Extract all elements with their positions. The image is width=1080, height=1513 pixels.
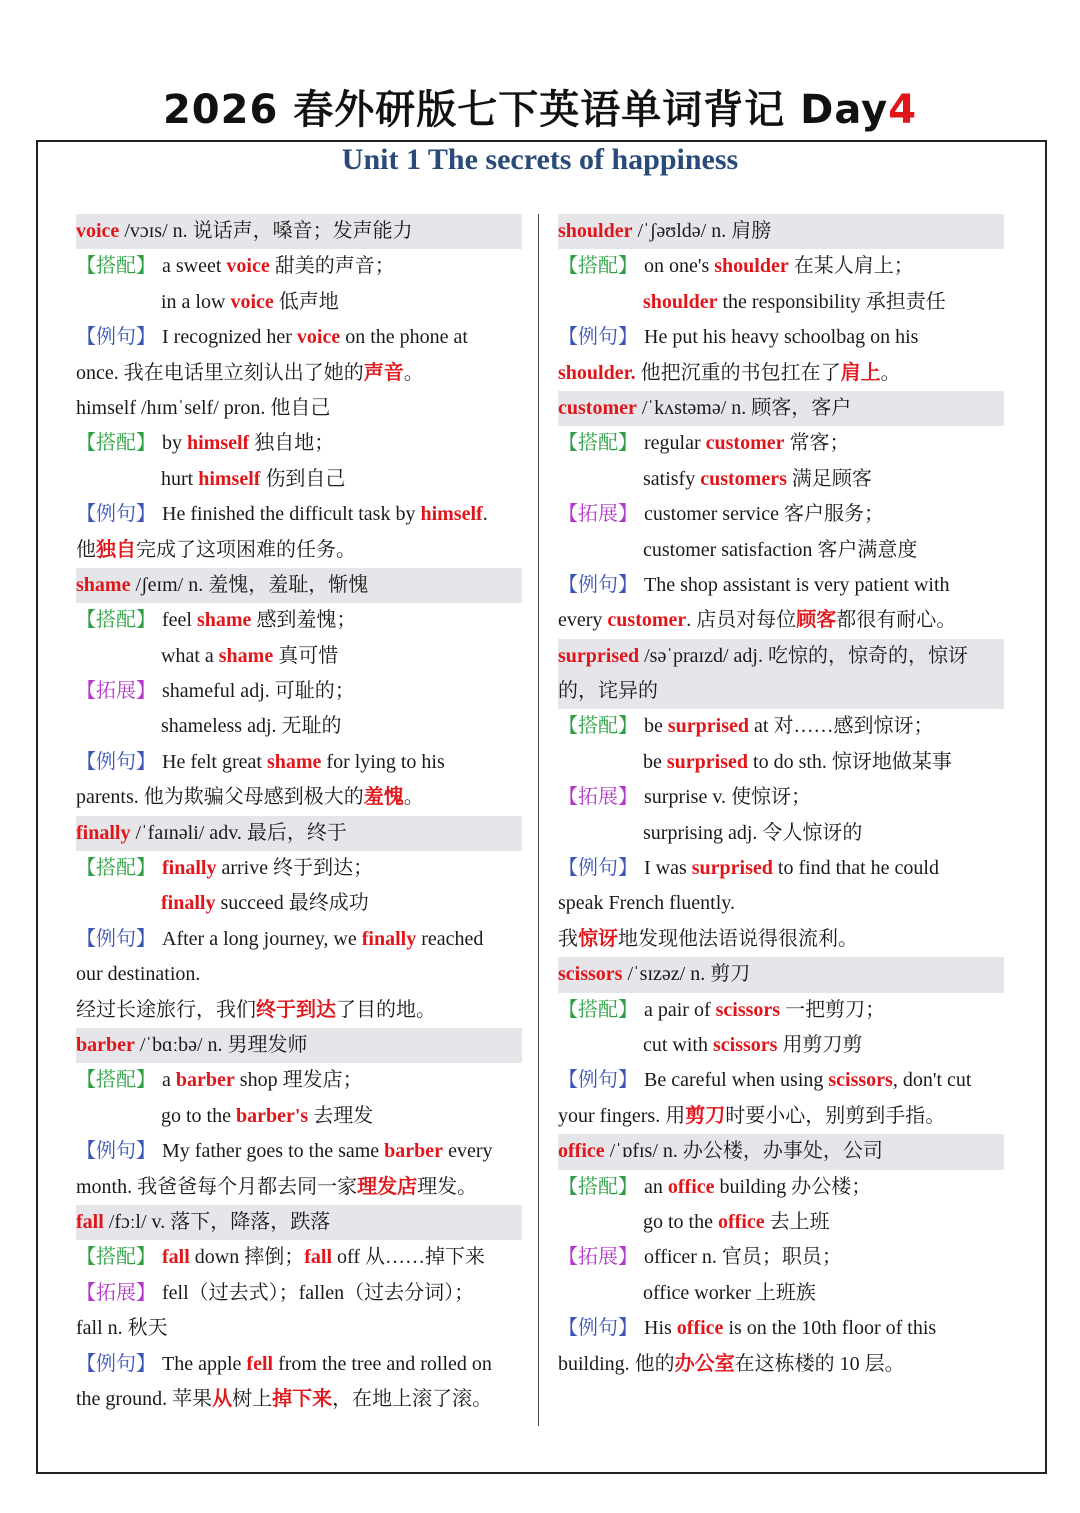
match-tag: 【搭配】 <box>558 998 638 1021</box>
entry-line <box>76 356 522 391</box>
text-segment: the responsibility 承担责任 <box>717 290 946 313</box>
text-segment: The apple <box>162 1352 247 1375</box>
entry-match-line <box>76 851 522 886</box>
text-segment: I recognized her <box>162 326 297 349</box>
match-tag: 【搭配】 <box>76 609 156 632</box>
highlighted-word: office <box>718 1210 765 1233</box>
highlighted-word: shame <box>196 609 252 632</box>
match-tag: 【搭配】 <box>558 1175 638 1198</box>
highlighted-word: shame <box>218 644 274 667</box>
text-segment: feel <box>162 609 197 632</box>
text-segment: 一把剪刀； <box>780 998 886 1021</box>
entry-line <box>76 285 522 320</box>
text-segment: building. 他的 <box>558 1352 675 1375</box>
right-column <box>558 214 1004 1382</box>
entry-example-line <box>558 1063 1004 1098</box>
text-segment: 。 <box>403 786 424 809</box>
match-tag: 【搭配】 <box>76 1246 156 1269</box>
extend-tag: 【拓展】 <box>558 1246 638 1269</box>
highlighted-word: finally <box>76 821 131 844</box>
text-segment: surprising adj. 令人惊讶的 <box>643 821 863 844</box>
text-segment: regular <box>644 432 706 455</box>
text-segment: 常客； <box>784 432 850 455</box>
highlighted-word: voice <box>226 255 270 278</box>
entry-match-line <box>558 709 1004 744</box>
text-segment: 时要小心，别剪到手指。 <box>725 1104 946 1127</box>
text-segment: fall n. 秋天 <box>76 1317 168 1340</box>
text-segment: He finished the difficult task by <box>162 503 421 526</box>
text-segment: succeed 最终成功 <box>215 892 369 915</box>
text-segment: 经过长途旅行，我们 <box>76 998 256 1021</box>
entry-line <box>558 1276 1004 1311</box>
entry-line <box>76 957 522 992</box>
text-segment: in a low <box>161 290 231 313</box>
text-segment: 的，诧异的 <box>558 680 658 703</box>
extend-tag: 【拓展】 <box>558 503 638 526</box>
entry-match-line <box>558 993 1004 1028</box>
text-segment: /ˈsɪzəz/ n. 剪刀 <box>622 963 751 986</box>
entry-match-line <box>558 1170 1004 1205</box>
entry-line <box>76 1170 522 1205</box>
text-segment: 低声地 <box>273 290 339 313</box>
text-segment: shameless adj. 无耻的 <box>161 715 342 738</box>
text-segment: customer service 客户服务； <box>644 503 884 526</box>
text-segment: an <box>644 1175 668 1198</box>
highlighted-word: himself <box>187 432 250 455</box>
example-tag: 【例句】 <box>558 1069 638 1092</box>
highlighted-word: 掉下来 <box>272 1387 333 1410</box>
entry-match-line <box>76 249 522 284</box>
text-segment: 他把沉重的书包扛在了 <box>635 361 841 384</box>
entry-line <box>76 1311 522 1346</box>
highlighted-word: surprised <box>666 750 749 773</box>
example-tag: 【例句】 <box>76 1140 156 1163</box>
highlighted-word: customer <box>607 609 687 632</box>
text-segment: The shop assistant is very patient with <box>644 573 950 596</box>
highlighted-word: shame <box>76 573 131 596</box>
example-tag: 【例句】 <box>558 857 638 880</box>
text-segment: every <box>558 609 608 632</box>
highlighted-word: barber <box>384 1140 444 1163</box>
text-segment: surprise v. 使惊讶； <box>644 786 812 809</box>
entry-headword-line <box>558 391 1004 426</box>
entry-line <box>76 533 522 568</box>
entry-headword-line <box>76 1028 522 1063</box>
text-segment: by <box>162 432 187 455</box>
highlighted-word: customer <box>705 432 785 455</box>
text-segment: 树上 <box>232 1387 273 1410</box>
highlighted-word: 顾客 <box>796 609 837 632</box>
entry-line <box>558 356 1004 391</box>
entry-example-line <box>76 922 522 957</box>
text-segment: /ˈɒfɪs/ n. 办公楼，办事处，公司 <box>604 1140 883 1163</box>
text-segment: your fingers. 用 <box>558 1104 686 1127</box>
highlighted-word: 从 <box>212 1387 233 1410</box>
text-segment: building 办公楼； <box>714 1175 872 1198</box>
highlighted-word: voice <box>230 290 274 313</box>
text-segment: He felt great <box>162 750 267 773</box>
text-segment: officer n. 官员；职员； <box>644 1246 842 1269</box>
text-segment: go to the <box>643 1210 718 1233</box>
unit-heading: Unit 1 The secrets of happiness <box>341 143 739 176</box>
match-tag: 【搭配】 <box>558 432 638 455</box>
entry-headword-line <box>76 568 522 603</box>
entry-headword-line <box>558 1134 1004 1169</box>
highlighted-word: 声音 <box>363 361 404 384</box>
highlighted-word: 惊讶 <box>578 927 618 950</box>
example-tag: 【例句】 <box>76 1352 156 1375</box>
highlighted-word: office <box>667 1175 715 1198</box>
text-segment: down 摔倒； <box>189 1246 305 1269</box>
text-segment: 理发。 <box>417 1175 478 1198</box>
text-segment: himself /hɪmˈself/ pron. 他自己 <box>76 396 331 419</box>
column-divider <box>538 214 539 1426</box>
match-tag: 【搭配】 <box>76 1069 156 1092</box>
title-main: 2026 春外研版七下英语单词背记 Day <box>162 87 889 133</box>
text-segment: My father goes to the same <box>162 1140 385 1163</box>
text-segment: a sweet <box>162 255 227 278</box>
entry-line <box>76 1382 522 1417</box>
text-segment: our destination. <box>76 963 201 986</box>
highlighted-word: 理发店 <box>357 1175 418 1198</box>
highlighted-word: fall <box>304 1246 333 1269</box>
text-segment: shameful adj. 可耻的； <box>162 680 355 703</box>
text-segment: After a long journey, we <box>162 927 362 950</box>
text-segment: , don't cut <box>892 1069 972 1092</box>
text-segment: is on the 10th floor of this <box>723 1317 937 1340</box>
highlighted-word: shoulder. <box>558 361 636 384</box>
text-segment: /səˈpraɪzd/ adj. 吃惊的，惊奇的，惊讶 <box>639 644 968 667</box>
text-segment: 地发现他法语说得很流利。 <box>618 927 858 950</box>
example-tag: 【例句】 <box>558 1317 638 1340</box>
text-segment: /vɔɪs/ n. 说话声，嗓音；发声能力 <box>119 220 413 242</box>
highlighted-word: office <box>676 1317 724 1340</box>
example-tag: 【例句】 <box>76 750 156 773</box>
entry-headword-line <box>76 816 522 851</box>
text-segment: 都很有耐心。 <box>836 609 957 632</box>
entry-example-line <box>76 1134 522 1169</box>
text-segment: month. 我爸爸每个月都去同一家 <box>76 1175 358 1198</box>
text-segment: what a <box>161 644 219 667</box>
extend-tag: 【拓展】 <box>76 680 156 703</box>
text-segment: 。 <box>880 361 901 384</box>
highlighted-word: scissors <box>715 998 781 1021</box>
highlighted-word: fell <box>246 1352 274 1375</box>
text-segment: 了目的地。 <box>336 998 436 1021</box>
text-segment: fell（过去式）；fallen（过去分词）； <box>162 1281 475 1304</box>
highlighted-word: surprised <box>691 857 773 880</box>
text-segment: off 从……掉下来 <box>332 1246 485 1269</box>
text-segment: arrive 终于到达； <box>216 857 374 880</box>
highlighted-word: shoulder <box>558 220 633 242</box>
highlighted-word: shoulder <box>643 290 718 313</box>
text-segment: 。 <box>403 361 424 384</box>
text-segment: 真可惜 <box>273 644 339 667</box>
entry-line <box>558 745 1004 780</box>
extend-tag: 【拓展】 <box>558 786 638 809</box>
example-tag: 【例句】 <box>558 573 638 596</box>
text-segment: to find that he could <box>772 857 939 880</box>
text-segment: 在这栋楼的 10 层。 <box>734 1352 905 1375</box>
text-segment: speak French fluently. <box>558 892 735 915</box>
text-segment: 用剪刀剪 <box>777 1033 863 1056</box>
text-segment: He put his heavy schoolbag on his <box>644 326 919 349</box>
entry-headword-line <box>558 639 1004 674</box>
text-segment: shop 理发店； <box>234 1069 363 1092</box>
text-segment: cut with <box>643 1033 713 1056</box>
highlighted-word: surprised <box>558 644 640 667</box>
text-segment: go to the <box>161 1104 236 1127</box>
entry-line <box>76 780 522 815</box>
entry-match-line <box>76 1063 522 1098</box>
highlighted-word: voice <box>296 326 341 349</box>
highlighted-word: scissors <box>713 1033 778 1056</box>
text-segment: /ˈfaɪnəli/ adv. 最后，终于 <box>130 821 347 844</box>
highlighted-word: barber's <box>236 1104 309 1127</box>
entry-line <box>558 603 1004 638</box>
highlighted-word: voice <box>76 220 120 242</box>
text-segment: /fɔːl/ v. 落下，降落，跌落 <box>103 1210 331 1233</box>
entry-headword-line <box>76 1205 522 1240</box>
text-segment: the ground. 苹果 <box>76 1387 213 1410</box>
highlighted-word: 肩上 <box>840 361 881 384</box>
entry-extend-line <box>558 780 1004 815</box>
entry-match-line <box>76 603 522 638</box>
highlighted-word: 办公室 <box>674 1352 735 1375</box>
entry-example-line <box>558 851 1004 886</box>
match-tag: 【搭配】 <box>76 432 156 455</box>
entry-line <box>76 993 522 1028</box>
entry-line <box>76 391 522 426</box>
text-segment: office worker 上班族 <box>643 1281 816 1304</box>
entry-extend-line <box>76 1276 522 1311</box>
text-segment: 伤到自己 <box>260 467 346 490</box>
entry-line <box>558 285 1004 320</box>
entry-line <box>76 639 522 674</box>
text-segment: hurt <box>161 467 199 490</box>
text-segment: /ˈbɑːbə/ n. 男理发师 <box>134 1033 308 1056</box>
text-segment: 在某人肩上； <box>788 255 914 278</box>
entry-example-line <box>76 1347 522 1382</box>
highlighted-word: scissors <box>828 1069 893 1092</box>
entry-example-line <box>76 320 522 355</box>
entry-line <box>558 922 1004 957</box>
example-tag: 【例句】 <box>76 927 156 950</box>
text-segment: /ʃeɪm/ n. 羞愧，羞耻，惭愧 <box>130 573 369 596</box>
text-segment: 甜美的声音； <box>269 255 395 278</box>
text-segment: /ˈkʌstəmə/ n. 顾客，客户 <box>636 396 852 419</box>
highlighted-word: finally <box>161 892 216 915</box>
highlighted-word: shame <box>266 750 322 773</box>
text-segment: 独自地； <box>249 432 335 455</box>
entry-headword-line <box>558 214 1004 249</box>
entry-headword-line <box>76 214 522 249</box>
entry-example-line <box>76 497 522 532</box>
text-segment: His <box>644 1317 677 1340</box>
highlighted-word: customer <box>558 396 637 419</box>
match-tag: 【搭配】 <box>76 255 156 278</box>
entry-headword-line <box>558 957 1004 992</box>
entry-line <box>76 462 522 497</box>
entry-line <box>558 1205 1004 1240</box>
text-segment: at 对……感到惊讶； <box>749 715 934 738</box>
text-segment: 去上班 <box>764 1210 830 1233</box>
text-segment: for lying to his <box>321 750 445 773</box>
entry-extend-line <box>558 1240 1004 1275</box>
extend-tag: 【拓展】 <box>76 1281 156 1304</box>
match-tag: 【搭配】 <box>558 255 638 278</box>
entry-extend-line <box>558 497 1004 532</box>
entry-line <box>558 462 1004 497</box>
text-segment: . 店员对每位 <box>686 609 797 632</box>
text-segment: /ˈʃəʊldə/ n. 肩膀 <box>632 220 772 242</box>
entry-match-line <box>76 426 522 461</box>
entry-example-line <box>558 568 1004 603</box>
entry-headword-line <box>558 674 1004 709</box>
text-segment: every <box>443 1140 493 1163</box>
text-segment: from the tree and rolled on <box>273 1352 492 1375</box>
text-segment: satisfy <box>643 467 701 490</box>
text-segment: . <box>482 503 488 526</box>
example-tag: 【例句】 <box>76 326 156 349</box>
entry-line <box>558 886 1004 921</box>
entry-line <box>558 1099 1004 1134</box>
entry-line <box>558 816 1004 851</box>
entry-match-line <box>558 426 1004 461</box>
entry-match-line <box>558 249 1004 284</box>
highlighted-word: 剪刀 <box>685 1104 726 1127</box>
text-segment: 完成了这项困难的任务。 <box>136 538 356 561</box>
text-segment: I was <box>644 857 692 880</box>
entry-line <box>558 1347 1004 1382</box>
text-segment: 他 <box>76 538 96 561</box>
text-segment: parents. 他为欺骗父母感到极大的 <box>76 786 364 809</box>
highlighted-word: barber <box>76 1033 135 1056</box>
text-segment: a pair of <box>644 998 716 1021</box>
left-column <box>76 214 522 1417</box>
entry-line <box>76 886 522 921</box>
text-segment: 去理发 <box>308 1104 374 1127</box>
text-segment: once. 我在电话里立刻认出了她的 <box>76 361 364 384</box>
entry-line <box>76 1099 522 1134</box>
highlighted-word: shoulder <box>714 255 789 278</box>
highlighted-word: surprised <box>667 715 750 738</box>
text-segment: Be careful when using <box>644 1069 829 1092</box>
highlighted-word: finally <box>162 857 217 880</box>
text-segment: reached <box>416 927 484 950</box>
example-tag: 【例句】 <box>76 503 156 526</box>
match-tag: 【搭配】 <box>558 715 638 738</box>
text-segment: on the phone at <box>340 326 468 349</box>
page-title <box>0 78 1080 135</box>
highlighted-word: scissors <box>558 963 623 986</box>
highlighted-word: 终于到达 <box>256 998 336 1021</box>
entry-example-line <box>558 320 1004 355</box>
entry-line <box>558 1028 1004 1063</box>
title-day-number: 4 <box>888 87 918 133</box>
text-segment: on one's <box>644 255 715 278</box>
text-segment: 满足顾客 <box>786 467 872 490</box>
text-segment: to do sth. 惊讶地做某事 <box>748 750 952 773</box>
text-segment: customer satisfaction 客户满意度 <box>643 538 918 561</box>
highlighted-word: customers <box>700 467 787 490</box>
entry-line <box>558 533 1004 568</box>
highlighted-word: fall <box>76 1210 104 1233</box>
highlighted-word: barber <box>175 1069 235 1092</box>
text-segment: a <box>162 1069 176 1092</box>
highlighted-word: himself <box>198 467 261 490</box>
highlighted-word: 羞愧 <box>363 786 404 809</box>
highlighted-word: office <box>558 1140 605 1163</box>
text-segment: ，在地上滚了滚。 <box>332 1387 493 1410</box>
entry-example-line <box>558 1311 1004 1346</box>
highlighted-word: finally <box>361 927 417 950</box>
text-segment: be <box>643 750 667 773</box>
example-tag: 【例句】 <box>558 326 638 349</box>
entry-extend-line <box>76 674 522 709</box>
text-segment: 感到羞愧； <box>251 609 357 632</box>
highlighted-word: fall <box>162 1246 190 1269</box>
entry-example-line <box>76 745 522 780</box>
text-segment: 我 <box>558 927 578 950</box>
match-tag: 【搭配】 <box>76 857 156 880</box>
text-segment: be <box>644 715 668 738</box>
highlighted-word: himself <box>420 503 483 526</box>
entry-match-line <box>76 1240 522 1275</box>
highlighted-word: 独自 <box>96 538 136 561</box>
entry-line <box>76 709 522 744</box>
